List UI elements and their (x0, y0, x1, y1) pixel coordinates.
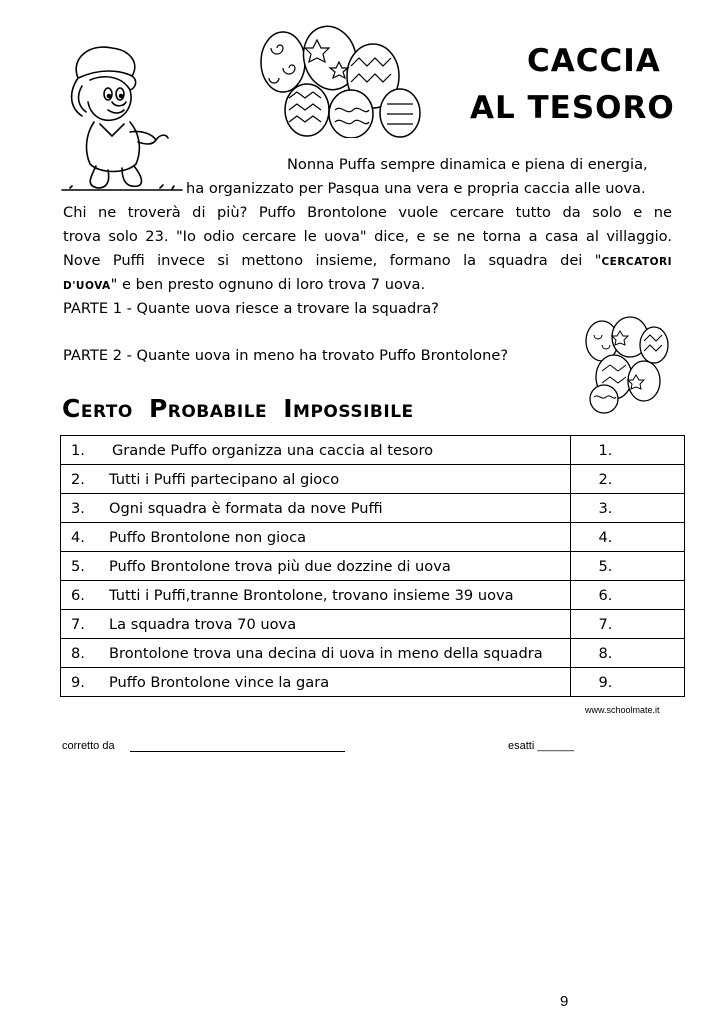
website-credit: www.schoolmate.it (585, 705, 660, 715)
heading-certo-rest: ERTO (80, 402, 133, 422)
section-heading (62, 394, 414, 423)
answer-number: 7. (598, 615, 613, 633)
story-line-3: Chi ne troverà di più? Puffo Brontolone vuole cercare tutto da solo e ne (63, 204, 672, 221)
title-line-2: AL TESORO (470, 90, 675, 126)
heading-impossibile-rest: MPOSSIBILE (293, 402, 414, 422)
story-line-4: trova solo 23. "Io odio cercare le uova" dice, e se ne torna a casa al villaggio. (63, 228, 672, 245)
statement-cell (61, 465, 571, 494)
answer-number: 8. (598, 644, 613, 662)
corrected-by-label: corretto da (62, 740, 115, 752)
answer-cell[interactable] (570, 465, 685, 494)
team-name-part-2: D'UOVA (63, 280, 111, 292)
statement-row (61, 668, 685, 697)
statement-number: 7. (71, 615, 85, 633)
statement-text: La squadra trova 70 uova (109, 615, 297, 633)
statement-text: Tutti i Puffi,tranne Brontolone, trovano insieme 39 uova (109, 586, 514, 604)
statement-row (61, 552, 685, 581)
answer-number: 3. (598, 499, 613, 517)
statement-cell (61, 436, 571, 465)
statement-row (61, 494, 685, 523)
statement-text: Puffo Brontolone non gioca (109, 528, 307, 546)
story-line-5-text: Nove Puffi invece si mettono insieme, formano la squadra dei " (63, 252, 602, 269)
heading-probabile-initial: P (148, 394, 168, 423)
statement-cell (61, 552, 571, 581)
statement-text: Tutti i Puffi partecipano al gioco (109, 470, 340, 488)
answer-number: 6. (598, 586, 613, 604)
smurfette-illustration (60, 38, 185, 198)
answer-cell[interactable] (570, 668, 685, 697)
statement-number: 4. (71, 528, 85, 546)
statement-number: 6. (71, 586, 85, 604)
corrected-by-line[interactable] (130, 751, 345, 752)
statement-number: 3. (71, 499, 85, 517)
answer-cell[interactable] (570, 639, 685, 668)
answer-number: 2. (598, 470, 613, 488)
answer-number: 4. (598, 528, 613, 546)
page-number: 9 (560, 993, 569, 1010)
answer-number: 1. (598, 441, 613, 459)
answer-cell[interactable] (570, 552, 685, 581)
statement-cell (61, 610, 571, 639)
statement-row (61, 465, 685, 494)
heading-impossibile-initial: I (283, 394, 294, 423)
statement-text: Puffo Brontolone vince la gara (109, 673, 330, 691)
statement-cell (61, 668, 571, 697)
statement-row (61, 523, 685, 552)
correct-count-label: esatti ______ (508, 740, 575, 752)
story-line-5 (63, 249, 672, 275)
answer-cell[interactable] (570, 436, 685, 465)
story-line-2: ha organizzato per Pasqua una vera e propria caccia alle uova. (186, 180, 646, 197)
story-line-6 (63, 273, 425, 299)
statement-text: Ogni squadra è formata da nove Puffi (109, 499, 383, 517)
statements-table-body (61, 436, 685, 697)
statement-row (61, 581, 685, 610)
story-line-6-text: " e ben presto ognuno di loro trova 7 uova. (110, 276, 426, 293)
answer-cell[interactable] (570, 581, 685, 610)
answer-number: 9. (598, 673, 613, 691)
statement-row (61, 610, 685, 639)
statement-text: Puffo Brontolone trova più due dozzine di uova (109, 557, 451, 575)
statements-table (60, 435, 685, 697)
answer-cell[interactable] (570, 494, 685, 523)
statement-number: 9. (71, 673, 85, 691)
statement-row (61, 639, 685, 668)
statement-cell (61, 494, 571, 523)
easter-eggs-illustration (255, 18, 425, 138)
heading-probabile-rest: ROBABILE (167, 402, 268, 422)
statement-cell (61, 581, 571, 610)
statement-number: 1. (71, 441, 85, 459)
title-line-1: CACCIA (527, 43, 661, 79)
statement-row (61, 436, 685, 465)
statement-number: 5. (71, 557, 85, 575)
answer-cell[interactable] (570, 610, 685, 639)
answer-number: 5. (598, 557, 613, 575)
statement-cell (61, 523, 571, 552)
statement-text: Brontolone trova una decina di uova in meno della squadra (109, 644, 543, 662)
statement-text: Grande Puffo organizza una caccia al tesoro (112, 441, 434, 459)
statement-cell (61, 639, 571, 668)
statement-number: 2. (71, 470, 85, 488)
answer-cell[interactable] (570, 523, 685, 552)
question-part-2: PARTE 2 - Quante uova in meno ha trovato Puffo Brontolone? (63, 347, 509, 364)
story-line-1: Nonna Puffa sempre dinamica e piena di energia, (287, 156, 648, 173)
statement-number: 8. (71, 644, 85, 662)
heading-certo-initial: C (62, 394, 81, 423)
easter-eggs-small-illustration (580, 315, 672, 415)
question-part-1: PARTE 1 - Quante uova riesce a trovare la squadra? (63, 300, 439, 317)
team-name-part-1: CERCATORI (601, 256, 672, 268)
